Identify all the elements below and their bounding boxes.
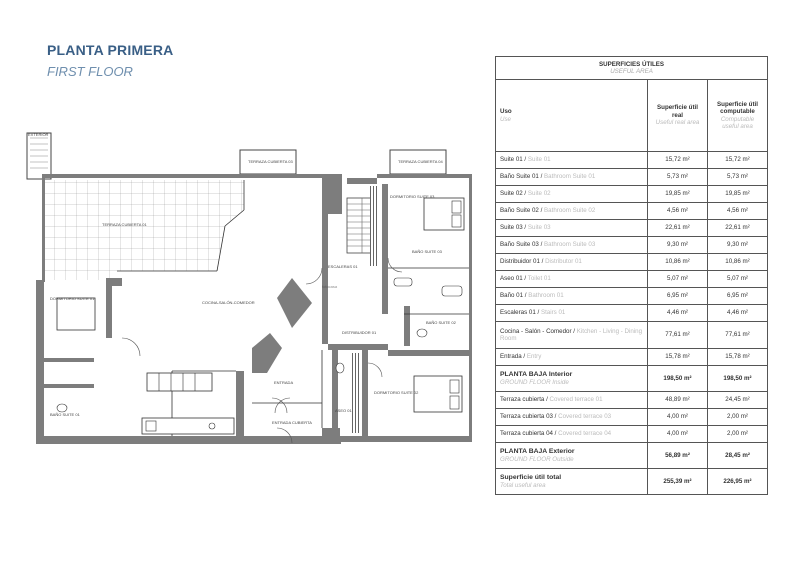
interior-total-row: PLANTA BAJA Interior GROUND FLOOR Inside 198,50 m² 198,50 m² bbox=[496, 366, 768, 392]
row-real: 4,00 m² bbox=[648, 409, 708, 426]
exterior-total-row: PLANTA BAJA Exterior GROUND FLOOR Outside 56,89 m² 28,45 m² bbox=[496, 443, 768, 469]
label-distribuidor: DISTRIBUIDOR 01 bbox=[342, 330, 377, 335]
label-terraza-03: TERRAZA CUBIERTA 03 bbox=[248, 159, 293, 164]
header-en: USEFUL AREA bbox=[610, 68, 653, 75]
label-terraza-04: TERRAZA CUBIERTA 04 bbox=[398, 159, 443, 164]
table-row bbox=[496, 392, 768, 409]
table-row bbox=[496, 322, 768, 349]
row-comp: 6,95 m² bbox=[708, 288, 768, 305]
row-comp: 77,61 m² bbox=[708, 322, 768, 349]
table-row bbox=[496, 288, 768, 305]
row-comp: 22,61 m² bbox=[708, 220, 768, 237]
row-comp: 5,73 m² bbox=[708, 169, 768, 186]
row-real: 4,56 m² bbox=[648, 203, 708, 220]
table-row bbox=[496, 254, 768, 271]
table-row bbox=[496, 349, 768, 366]
row-real: 19,85 m² bbox=[648, 186, 708, 203]
row-real: 22,61 m² bbox=[648, 220, 708, 237]
grand-total-row: Superficie útil total Total useful area 255,39 m² 226,95 m² bbox=[496, 469, 768, 495]
row-comp: 10,86 m² bbox=[708, 254, 768, 271]
col-uso: Uso Use bbox=[496, 80, 648, 152]
label-bano-02: BAÑO SUITE 02 bbox=[426, 320, 456, 325]
label-dormitorio-01: DORMITORIO SUITE 01 bbox=[50, 296, 95, 301]
label-escaleras: ESCALERAS 01 bbox=[328, 264, 358, 269]
row-real: 15,78 m² bbox=[648, 349, 708, 366]
table-row bbox=[496, 186, 768, 203]
row-use: Baño Suite 03 / Bathroom Suite 03 bbox=[496, 237, 648, 254]
label-entrada: ENTRADA bbox=[274, 380, 294, 385]
table-header bbox=[496, 57, 768, 80]
table-row bbox=[496, 203, 768, 220]
row-use: Entrada / Entry bbox=[496, 349, 648, 366]
table-row bbox=[496, 305, 768, 322]
label-aseo: ASEO 01 bbox=[335, 408, 352, 413]
table-row bbox=[496, 220, 768, 237]
label-terraza-01: TERRAZA CUBIERTA 01 bbox=[102, 222, 147, 227]
label-cocina: COCINA-SALÓN-COMEDOR bbox=[202, 300, 255, 305]
row-comp: 4,56 m² bbox=[708, 203, 768, 220]
row-real: 48,89 m² bbox=[648, 392, 708, 409]
floor-plan bbox=[22, 128, 472, 448]
row-comp: 5,07 m² bbox=[708, 271, 768, 288]
row-real: 10,86 m² bbox=[648, 254, 708, 271]
table-row bbox=[496, 169, 768, 186]
column-header-row bbox=[496, 80, 768, 152]
table-row bbox=[496, 409, 768, 426]
row-real: 4,00 m² bbox=[648, 426, 708, 443]
row-comp: 2,00 m² bbox=[708, 409, 768, 426]
table-row bbox=[496, 237, 768, 254]
row-real: 5,73 m² bbox=[648, 169, 708, 186]
col-comp: Superficie útil computable Computable useful area bbox=[708, 80, 768, 152]
row-comp: 19,85 m² bbox=[708, 186, 768, 203]
row-real: 9,30 m² bbox=[648, 237, 708, 254]
label-dormitorio-03: DORMITORIO SUITE 03 bbox=[390, 194, 435, 199]
table-row bbox=[496, 152, 768, 169]
area-table bbox=[495, 56, 768, 495]
row-real: 77,61 m² bbox=[648, 322, 708, 349]
row-comp: 24,45 m² bbox=[708, 392, 768, 409]
row-use: Terraza cubierta 04 / Covered terrace 04 bbox=[496, 426, 648, 443]
row-real: 15,72 m² bbox=[648, 152, 708, 169]
row-real: 5,07 m² bbox=[648, 271, 708, 288]
table-header-row bbox=[496, 57, 768, 80]
header-es: SUPERFICIES ÚTILES bbox=[599, 60, 664, 68]
table-row bbox=[496, 271, 768, 288]
row-use: Escaleras 01 / Stairs 01 bbox=[496, 305, 648, 322]
row-use: Suite 03 / Suite 03 bbox=[496, 220, 648, 237]
row-comp: 15,78 m² bbox=[708, 349, 768, 366]
row-use: Baño Suite 02 / Bathroom Suite 02 bbox=[496, 203, 648, 220]
col-real: Superficie útil real Useful real area bbox=[648, 80, 708, 152]
row-comp: 15,72 m² bbox=[708, 152, 768, 169]
row-real: 4,46 m² bbox=[648, 305, 708, 322]
label-dormitorio-02: DORMITORIO SUITE 02 bbox=[374, 390, 419, 395]
row-comp: 9,30 m² bbox=[708, 237, 768, 254]
floor-plan-drawing bbox=[22, 128, 472, 448]
label-bano-01: BAÑO SUITE 01 bbox=[50, 412, 80, 417]
row-use: Baño Suite 01 / Bathroom Suite 01 bbox=[496, 169, 648, 186]
label-entrada-cubierta: ENTRADA CUBIERTA bbox=[272, 420, 312, 425]
row-use: Terraza cubierta / Covered terrace 01 bbox=[496, 392, 648, 409]
watermark: fotocasa bbox=[322, 284, 338, 289]
page-subtitle: FIRST FLOOR bbox=[47, 64, 133, 79]
page-title: PLANTA PRIMERA bbox=[47, 42, 174, 58]
row-use: Terraza cubierta 03 / Covered terrace 03 bbox=[496, 409, 648, 426]
label-exterior: EXTERIOR bbox=[28, 132, 49, 137]
table-row bbox=[496, 426, 768, 443]
row-use: Suite 02 / Suite 02 bbox=[496, 186, 648, 203]
row-real: 6,95 m² bbox=[648, 288, 708, 305]
row-use: Suite 01 / Suite 01 bbox=[496, 152, 648, 169]
row-comp: 2,00 m² bbox=[708, 426, 768, 443]
row-comp: 4,46 m² bbox=[708, 305, 768, 322]
label-bano-03: BAÑO SUITE 03 bbox=[412, 249, 442, 254]
row-use: Baño 01 / Bathroom 01 bbox=[496, 288, 648, 305]
row-use: Aseo 01 / Toilet 01 bbox=[496, 271, 648, 288]
row-use: Cocina - Salón - Comedor / Kitchen - Living - Dining Room bbox=[496, 322, 648, 349]
row-use: Distribuidor 01 / Distributor 01 bbox=[496, 254, 648, 271]
